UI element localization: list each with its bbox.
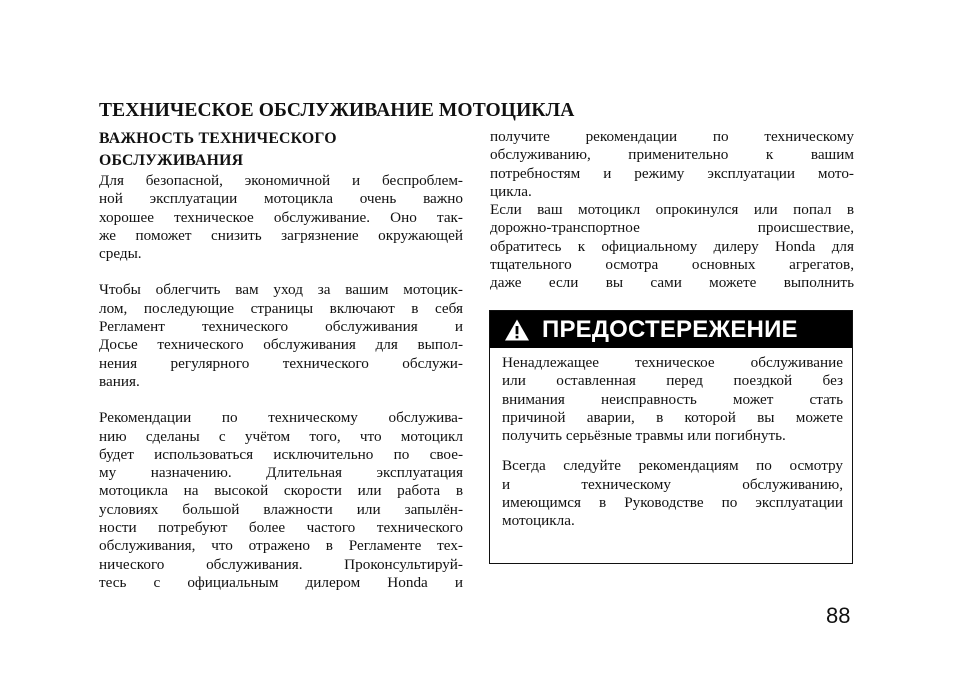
text-line: и техническому обслуживанию, (502, 475, 843, 493)
text-line: среды. (99, 245, 142, 263)
right-column (490, 128, 854, 293)
text-line: нения регулярного технического обслужи- (99, 354, 463, 372)
warning-header (490, 311, 852, 348)
text-line: ной эксплуатации мотоцикла очень важно (99, 190, 463, 208)
text-line: Чтобы облегчить вам уход за вашим мотоцик- (99, 281, 463, 299)
text-line: лом, последующие страницы включают в себя (99, 299, 463, 317)
text-line: Рекомендации по техническому обслужива- (99, 409, 463, 427)
warning-paragraph-1 (502, 354, 843, 445)
section-heading (99, 128, 463, 172)
text-line: тесь с официальным дилером Honda и (99, 573, 463, 591)
text-line: условиях большой влажности или запылён- (99, 500, 463, 518)
text-line: внимания неисправность может стать (502, 390, 843, 408)
text-line: же поможет снизить загрязнение окружающей (99, 226, 463, 244)
warning-box (489, 310, 853, 564)
text-line: обслуживания, что отражено в Регламенте тех- (99, 537, 463, 555)
left-paragraph-3 (99, 409, 463, 592)
right-paragraph-1 (490, 128, 854, 201)
section-heading-line-2: ОБСЛУЖИВАНИЯ (99, 152, 244, 169)
page-number: 88 (826, 603, 851, 628)
text-line: получите рекомендации по техническому (490, 128, 854, 145)
text-line: Всегда следуйте рекомендациям по осмотру (502, 457, 843, 475)
warning-body (490, 348, 852, 531)
left-paragraph-1 (99, 172, 463, 263)
text-line: дорожно-транспортное происшествие, (490, 219, 854, 237)
text-line: будет использоваться исключительно по свое- (99, 445, 463, 463)
text-line: обратитесь к официальному дилеру Honda для (490, 237, 854, 255)
text-line: тщательного осмотра основных агрегатов, (490, 256, 854, 274)
text-line: вания. (99, 372, 140, 390)
right-paragraph-2 (490, 201, 854, 292)
text-line: мотоцикла. (502, 512, 575, 530)
text-line: Если ваш мотоцикл опрокинулся или попал в (490, 201, 854, 219)
text-line: нического обслуживания. Проконсультируй- (99, 555, 463, 573)
text-line: хорошее техническое обслуживание. Оно так- (99, 208, 463, 226)
text-line: Досье технического обслуживания для выпол- (99, 336, 463, 354)
text-line: ности потребуют более частого технического (99, 519, 463, 537)
text-line: имеющимся в Руководстве по эксплуатации (502, 494, 843, 512)
section-heading-line-1: ВАЖНОСТЬ ТЕХНИЧЕСКОГО (99, 130, 337, 147)
text-line: причиной аварии, в которой вы можете (502, 408, 843, 426)
warning-title: ПРЕДОСТЕРЕЖЕНИЕ (542, 315, 798, 343)
text-line: или оставленная перед поездкой без (502, 372, 843, 390)
text-line: получить серьёзные травмы или погибнуть. (502, 427, 786, 445)
text-line: Ненадлежащее техническое обслуживание (502, 354, 843, 371)
left-paragraph-2 (99, 281, 463, 391)
text-line: му назначению. Длительная эксплуатация (99, 464, 463, 482)
page-title: ТЕХНИЧЕСКОЕ ОБСЛУЖИВАНИЕ МОТОЦИКЛА (99, 100, 575, 121)
text-line: даже если вы сами можете выполнить (490, 274, 854, 292)
text-line: потребностям и режиму эксплуатации мото- (490, 164, 854, 182)
text-line: Для безопасной, экономичной и беспроблем- (99, 172, 463, 189)
text-line: цикла. (490, 182, 532, 200)
warning-triangle-icon (504, 318, 530, 342)
warning-paragraph-2 (502, 457, 843, 530)
text-line: нию сделаны с учётом того, что мотоцикл (99, 427, 463, 445)
text-line: обслуживанию, применительно к вашим (490, 146, 854, 164)
text-line: Регламент технического обслуживания и (99, 318, 463, 336)
left-column (99, 128, 463, 592)
text-line: мотоцикла на высокой скорости или работа в (99, 482, 463, 500)
